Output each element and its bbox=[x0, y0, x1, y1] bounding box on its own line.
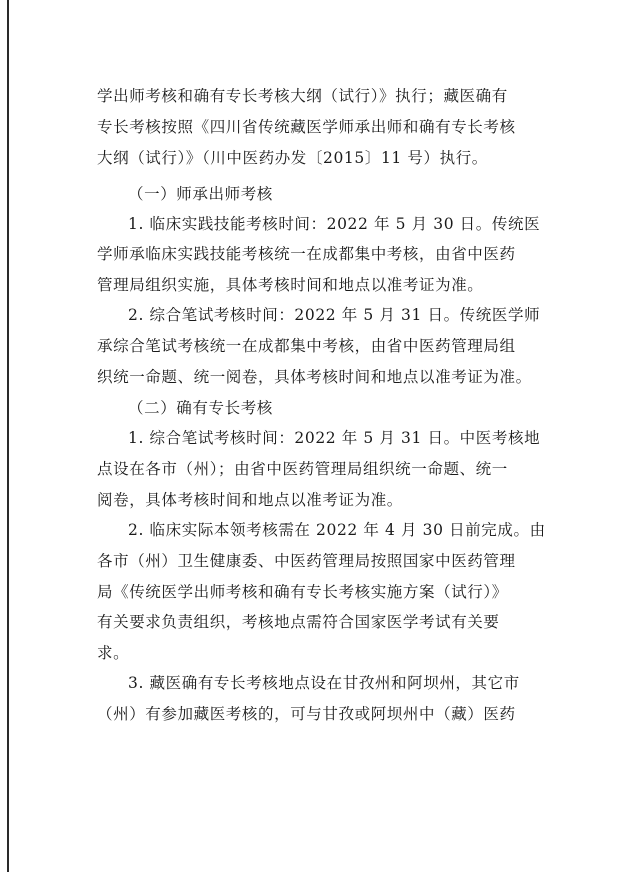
section-heading: （一）师承出师考核 bbox=[128, 185, 273, 203]
text-line: 管理局组织实施，具体考核时间和地点以准考证为准。 bbox=[97, 276, 484, 294]
section-heading: （二）确有专长考核 bbox=[128, 399, 273, 417]
text-line: 各市（州）卫生健康委、中医药管理局按照国家中医药管理 bbox=[97, 552, 516, 570]
text-line: 局《传统医学出师考核和确有专长考核实施方案（试行）》 bbox=[97, 583, 508, 601]
text-line: 织统一命题、统一阅卷，具体考核时间和地点以准考证为准。 bbox=[97, 368, 532, 386]
text-line: 有关要求负责组织，考核地点需符合国家医学考试有关要 bbox=[97, 613, 500, 631]
text-line: 大纲（试行）》（川中医药办发〔2015〕11 号）执行。 bbox=[97, 149, 488, 167]
text-line: 专长考核按照《四川省传统藏医学师承出师和确有专长考核 bbox=[97, 118, 516, 136]
text-line: 3. 藏医确有专长考核地点设在甘孜州和阿坝州，其它市 bbox=[128, 674, 520, 692]
text-line: （州）有参加藏医考核的，可与甘孜或阿坝州中（藏）医药 bbox=[97, 705, 516, 723]
text-line: 阅卷，具体考核时间和地点以准考证为准。 bbox=[97, 491, 403, 509]
text-line: 承综合笔试考核统一在成都集中考核，由省中医药管理局组 bbox=[97, 337, 516, 355]
text-line: 学出师考核和确有专长考核大纲（试行）》执行；藏医确有 bbox=[97, 87, 508, 105]
text-line: 求。 bbox=[97, 644, 130, 662]
text-line: 1. 临床实践技能考核时间：2022 年 5 月 30 日。传统医 bbox=[128, 215, 541, 233]
text-line: 1. 综合笔试考核时间：2022 年 5 月 31 日。中医考核地 bbox=[128, 429, 541, 447]
text-line: 点设在各市（州）；由省中医药管理局组织统一命题、统一 bbox=[97, 460, 508, 478]
text-line: 2. 综合笔试考核时间：2022 年 5 月 31 日。传统医学师 bbox=[128, 306, 541, 324]
text-line: 学师承临床实践技能考核统一在成都集中考核，由省中医药 bbox=[97, 245, 516, 263]
text-line: 2. 临床实际本领考核需在 2022 年 4 月 30 日前完成。由 bbox=[128, 521, 546, 539]
